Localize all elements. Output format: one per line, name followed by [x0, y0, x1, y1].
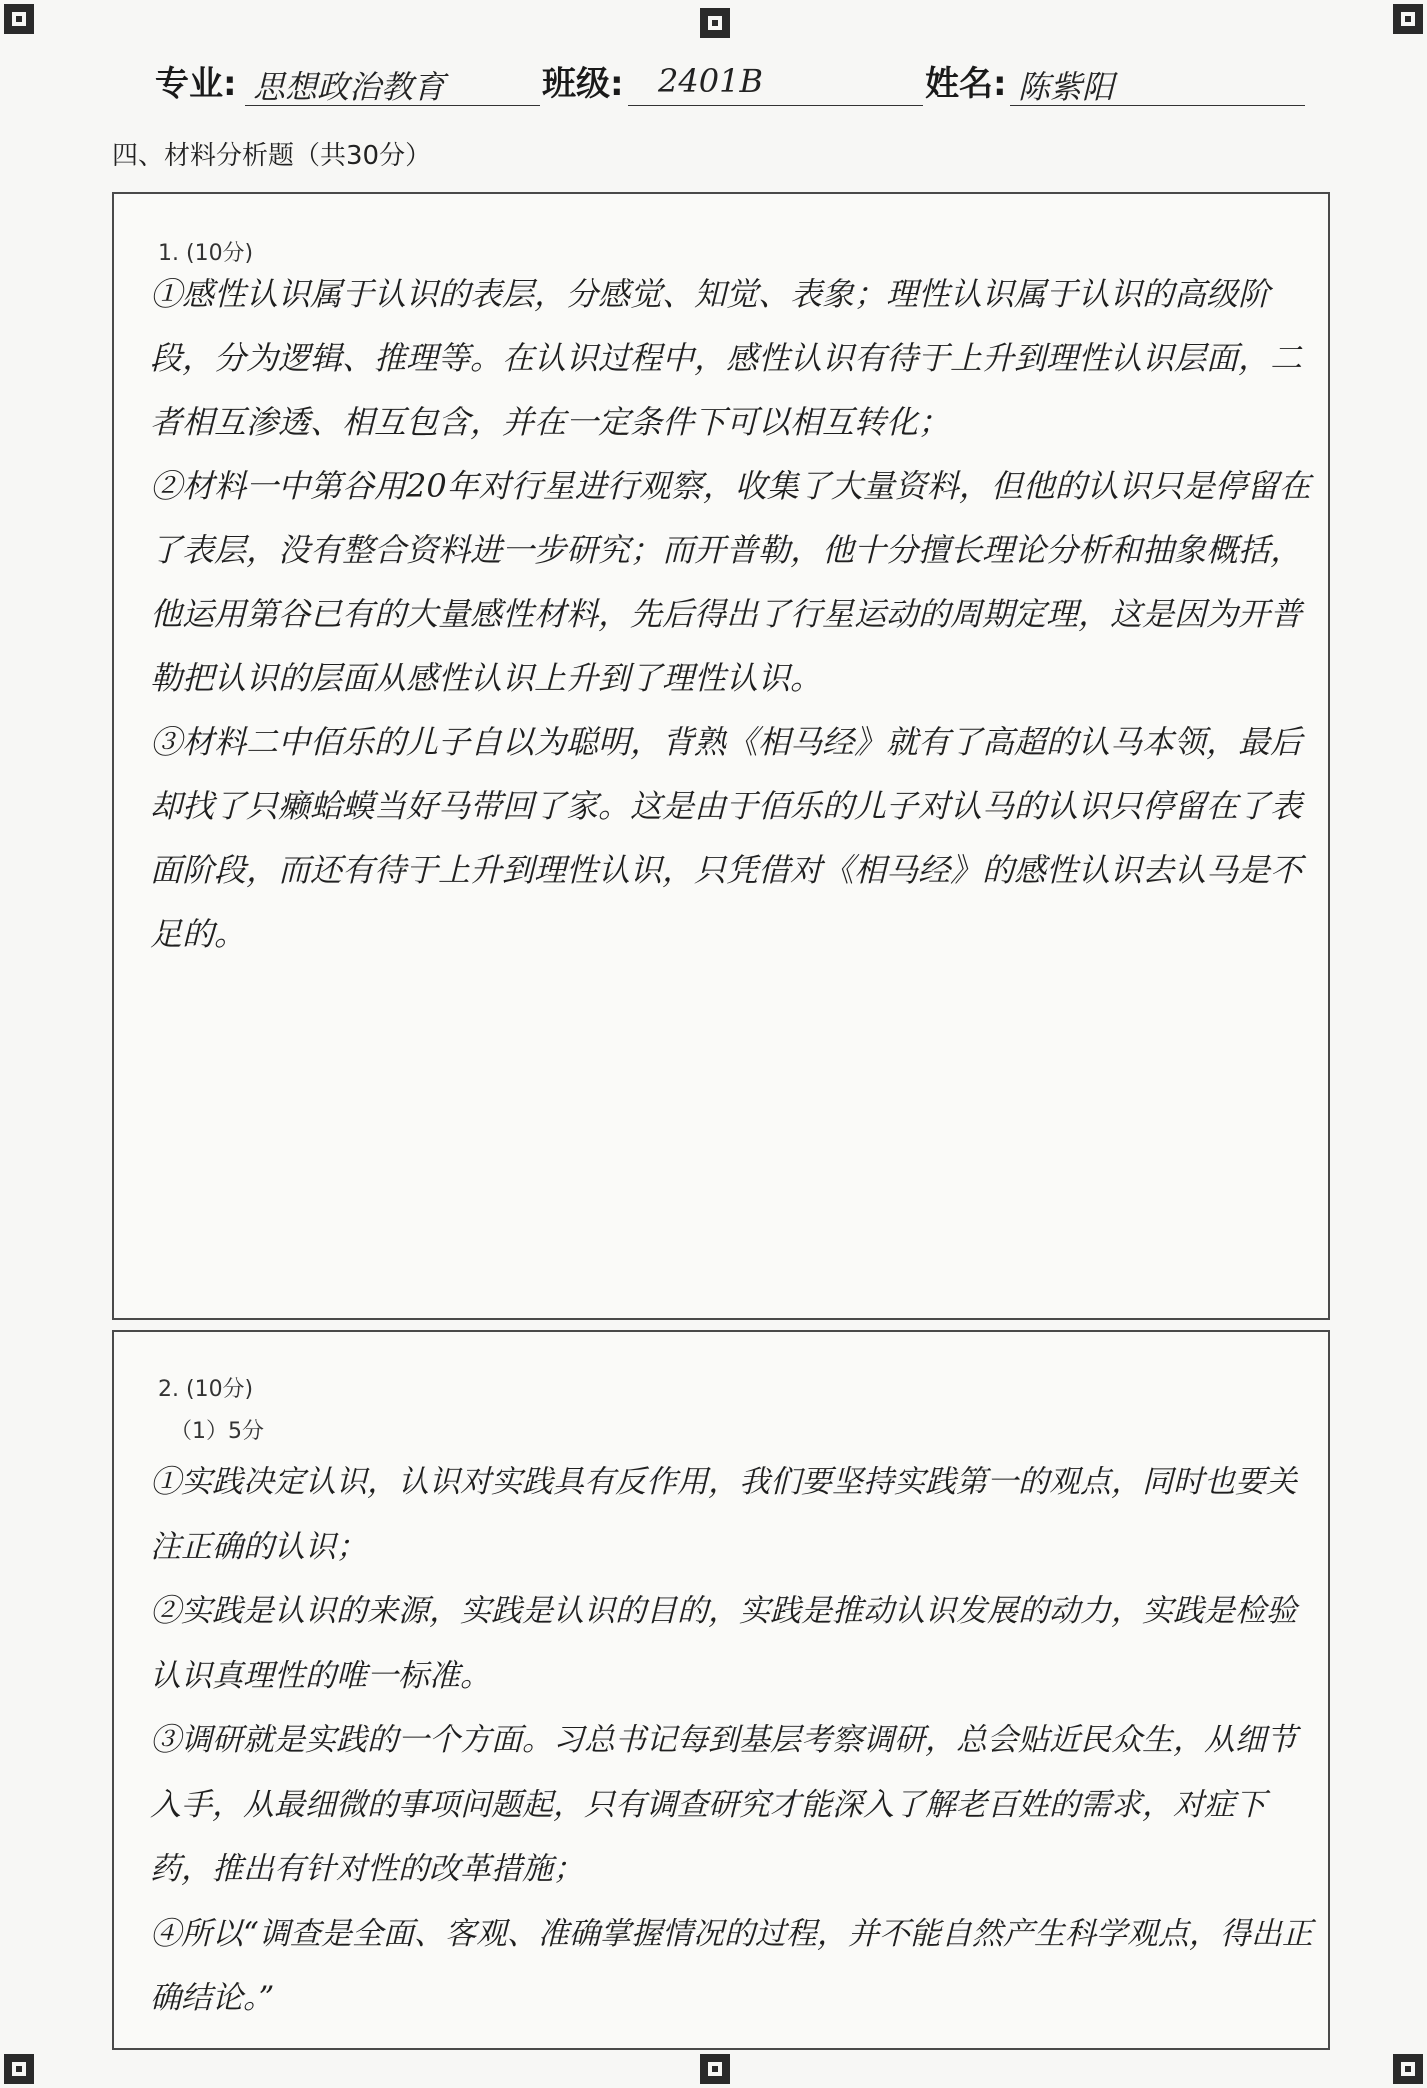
name-value: 陈紫阳 — [1010, 62, 1305, 106]
corner-marker-bottom-right — [1393, 2054, 1423, 2084]
question-2-label: 2. (10分) — [158, 1377, 254, 1402]
major-label: 专业: — [155, 64, 237, 104]
question-1-answer — [150, 262, 1314, 966]
corner-marker-top-right — [1393, 4, 1423, 34]
corner-marker-top-left — [4, 4, 34, 34]
question-2-sub-label: （1）5分 — [170, 1419, 264, 1444]
name-label: 姓名: — [925, 64, 1007, 104]
answer-box-question-2 — [112, 1330, 1330, 2050]
major-value: 思想政治教育 — [245, 62, 540, 106]
question-1-label: 1. (10分) — [158, 241, 254, 266]
answer-paragraph: ①实践决定认识，认识对实践具有反作用，我们要坚持实践第一的观点，同时也要关注正确的认识； — [150, 1464, 1297, 1565]
question-2-answer — [150, 1450, 1314, 2031]
answer-paragraph: ②材料一中第谷用20年对行星进行观察，收集了大量资料，但他的认识只是停留在了表层，没有整合资料进一步研究；而开普勒，他十分擅长理论分析和抽象概括，他运用第谷已有的大量感性材料，先后得出了行星运动的周期定理，这是因为开普勒把认识的层面从感性认识上升到了理性认识。 — [150, 467, 1311, 697]
answer-paragraph: ②实践是认识的来源，实践是认识的目的，实践是推动认识发展的动力，实践是检验认识真理性的唯一标准。 — [150, 1593, 1297, 1694]
corner-marker-bottom-center — [700, 2054, 730, 2084]
answer-paragraph: ③调研就是实践的一个方面。习总书记每到基层考察调研，总会贴近民众生，从细节入手，从最细微的事项问题起，只有调查研究才能深入了解老百姓的需求，对症下药，推出有针对性的改革措施； — [150, 1722, 1297, 1887]
class-label: 班级: — [542, 64, 624, 104]
corner-marker-top-center — [700, 8, 730, 38]
answer-box-question-1 — [112, 192, 1330, 1320]
answer-paragraph: ④所以“调查是全面、客观、准确掌握情况的过程，并不能自然产生科学观点，得出正确结论。” — [150, 1915, 1313, 2016]
section-title: 四、材料分析题（共30分） — [112, 141, 432, 171]
student-info-header — [0, 52, 1427, 108]
corner-marker-bottom-left — [4, 2054, 34, 2084]
answer-paragraph: ①感性认识属于认识的表层，分感觉、知觉、表象；理性认识属于认识的高级阶段，分为逻辑、推理等。在认识过程中，感性认识有待于上升到理性认识层面，二者相互渗透、相互包含，并在一定条件下可以相互转化； — [150, 275, 1303, 441]
class-value: 2401B — [628, 62, 923, 106]
answer-paragraph: ③材料二中佰乐的儿子自以为聪明，背熟《相马经》就有了高超的认马本领，最后却找了只癞蛤蟆当好马带回了家。这是由于佰乐的儿子对认马的认识只停留在了表面阶段，而还有待于上升到理性认识，只凭借对《相马经》的感性认识去认马是不足的。 — [150, 723, 1303, 953]
